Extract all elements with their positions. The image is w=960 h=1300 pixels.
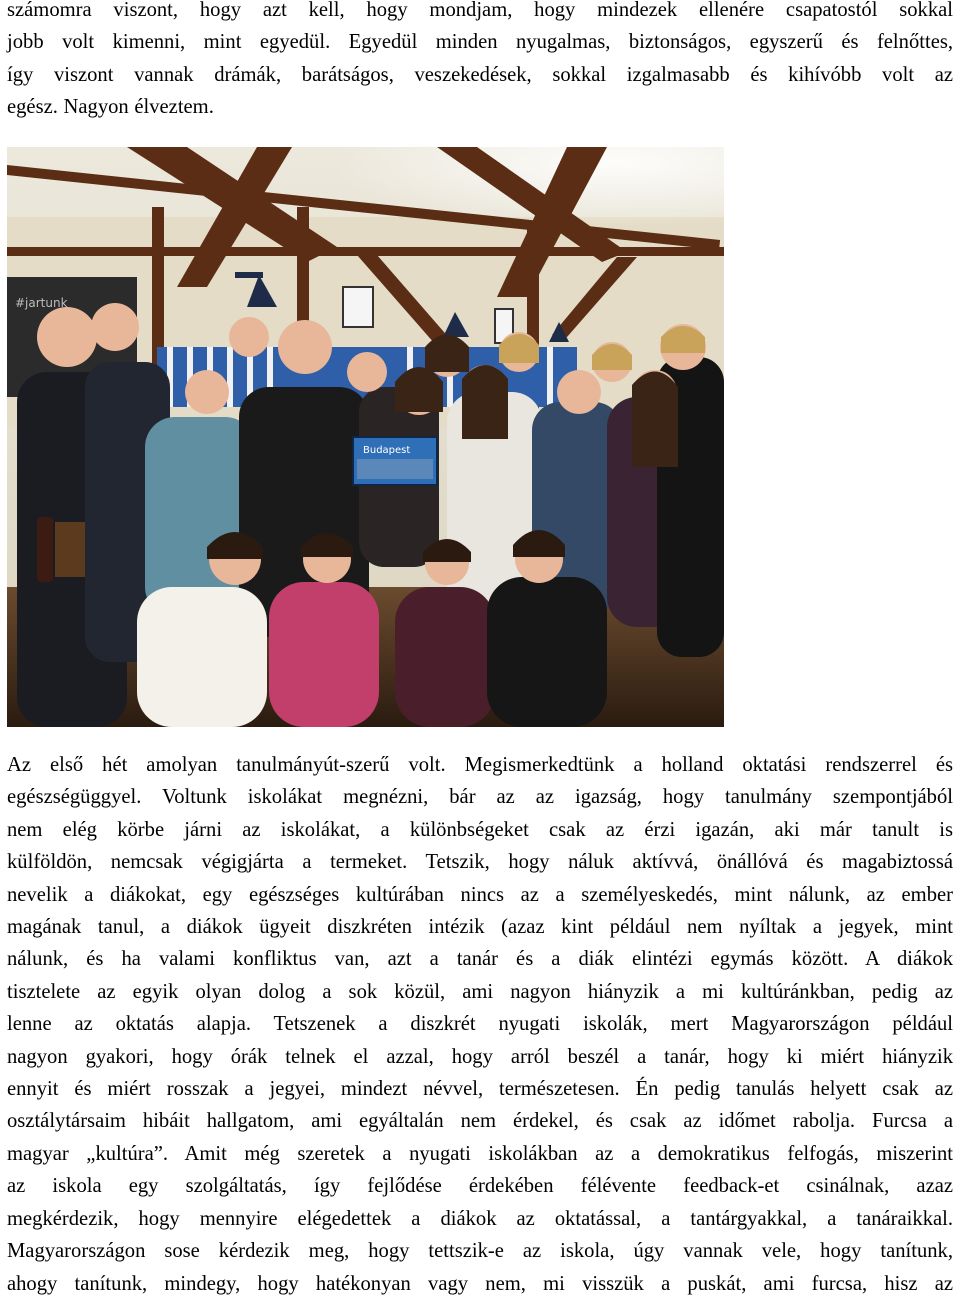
text-line: nem elég körbe járni az iskolákat, a különbségeket csak az érzi igazán, aki már tanult is [7, 818, 953, 841]
text-line: egészségüggyel. Voltunk iskolákat megnézni, bár az az igazság, hogy tanulmány szempontjából [7, 786, 953, 809]
text-line: megkérdezik, hogy mennyire elégedettek a diákok az oktatással, a tantárgyakkal, a tanáraikkal. [7, 1207, 953, 1230]
text-line: nagyon gyakori, hogy órák telnek el azzal, hogy arról beszél a tanár, hogy ki miért hiányzik [7, 1045, 953, 1068]
text-line: Magyarországon sose kérdezik meg, hogy tettszik-e az iskola, úgy vannak vele, hogy tanítunk, [7, 1240, 953, 1263]
text-line: az iskola egy szolgáltatás, így fejlődése érdekében félévente feedback-et csinálnak, azaz [7, 1175, 953, 1198]
text-line: lenne az oktatás alapja. Tetszenek a diszkrét nyugati iskolák, mert Magyarországon például [7, 1013, 953, 1036]
text-line: nálunk, és ha valami konfliktus van, azt a tanár és a diák elintézi egymás között. A diákok [7, 948, 953, 971]
text-line: ahogy tanítunk, mindegy, hogy hatékonyan vagy nem, mi visszük a puskát, ami furcsa, hisz az [7, 1272, 953, 1295]
book-cover-text: Budapest [363, 445, 411, 456]
text-line: külföldön, nemcsak végigjárta a termeket. Tetszik, hogy náluk aktívvá, önállóvá és magabiztossá [7, 851, 953, 874]
text-line: osztálytársaim hibáit hallgatom, ami egyáltalán nem érdekel, és csak az időmet rabolja. Furcsa a [7, 1110, 953, 1133]
text-line: magyar „kultúra”. Amit még szeretek a nyugati iskolákban az a demokratikus felfogás, miszerint [7, 1142, 953, 1165]
text-line: ennyit és miért rosszak a jegyei, mindezt névvel, természetesen. Én pedig tanulás helyett csak az [7, 1078, 953, 1101]
text-line: jobb volt kimenni, mint egyedül. Egyedül minden nyugalmas, biztonságos, egyszerű és felnőttes, [7, 31, 953, 54]
text-line: nevelik a diákokat, egy egészséges kultúrában nincs az a személyeskedés, mint nálunk, az ember [7, 883, 953, 906]
svg-text:#jartunk: #jartunk [15, 296, 68, 310]
text-line: számomra viszont, hogy azt kell, hogy mondjam, hogy mindezek ellenére csapatostól sokkal [7, 0, 953, 21]
text-line: így viszont vannak drámák, barátságos, veszekedések, sokkal izgalmasabb és kihívóbb volt az [7, 63, 953, 86]
text-line: tisztelete az egyik olyan dolog a sok közül, ami nagyon hiányzik a mi kultúránkban, pedig az [7, 980, 953, 1003]
text-line: magának tanul, a diákok ügyeit diszkréten intézik (azaz kint például nem nyíltak a jegyek, mint [7, 916, 953, 939]
body-paragraph [7, 749, 953, 1300]
text-line: Az első hét amolyan tanulmányút-szerű volt. Megismerkedtünk a holland oktatási rendszerrel és [7, 754, 953, 776]
group-photo [7, 147, 724, 727]
intro-paragraph [7, 0, 953, 124]
text-line: egész. Nagyon élveztem. [7, 96, 214, 119]
